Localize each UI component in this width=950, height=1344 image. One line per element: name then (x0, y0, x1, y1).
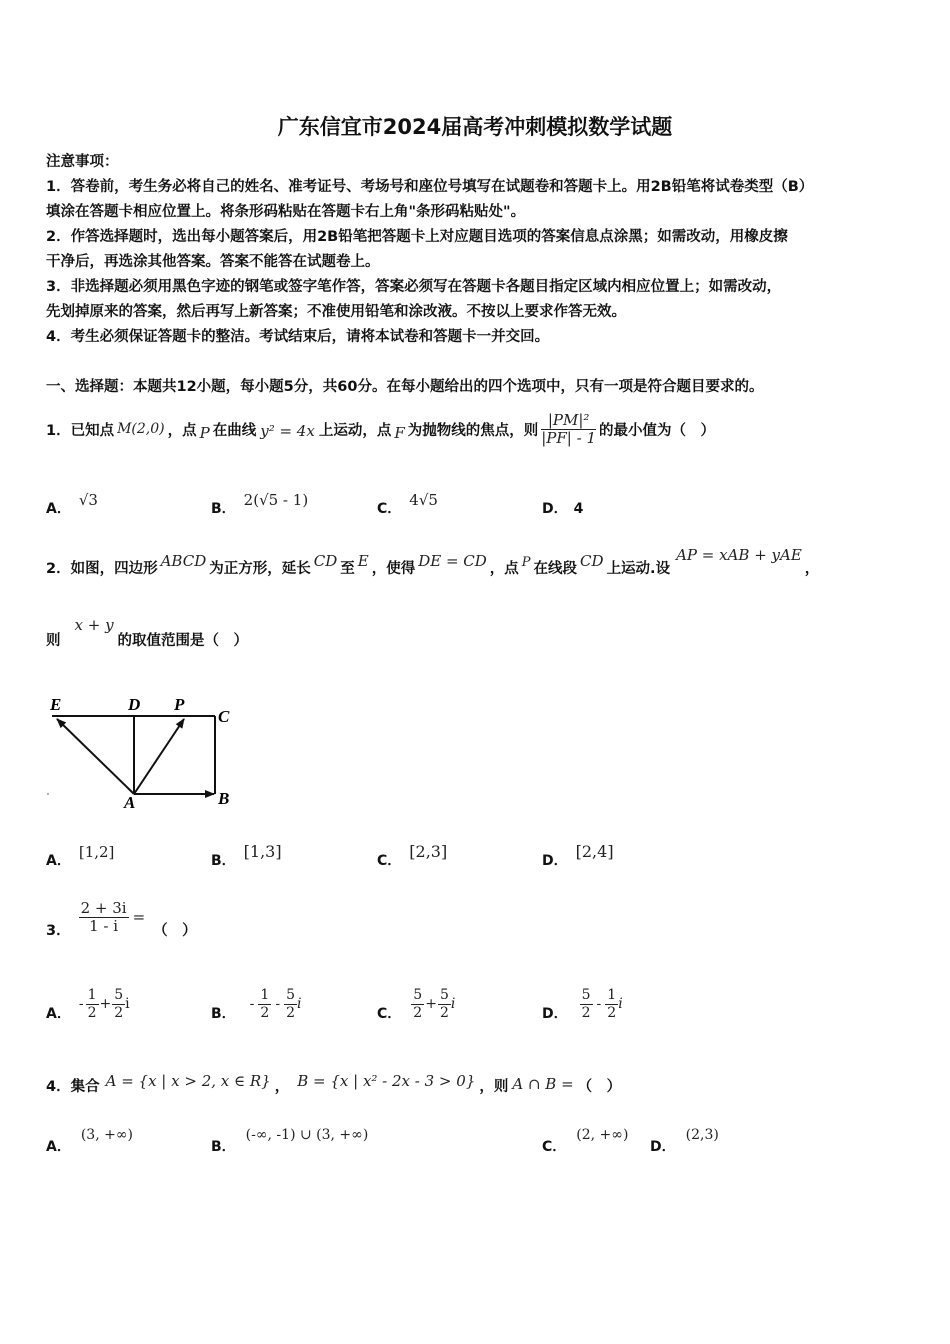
notice-line: 1．答卷前，考生务必将自己的姓名、准考证号、考场号和座位号填写在试题卷和答题卡上。用2B铅笔将试卷类型（B） (46, 179, 814, 195)
option-a[interactable]: A．(3, +∞) (46, 1127, 133, 1155)
q2-math: AP = xAB + yAE (676, 546, 802, 564)
label-p: P (174, 695, 185, 714)
question-2 (46, 548, 819, 578)
option-a[interactable]: A． [1,2] (46, 843, 115, 869)
label-d: D (128, 695, 141, 714)
notice-line: 4．考生必须保证答题卡的整洁。考试结束后，请将本试卷和答题卡一并交回。 (46, 329, 550, 345)
option-b[interactable]: B． - $\frac{1}{2}$ - $\frac{5}{2}$ i (211, 986, 302, 1022)
q1-math: y² = 4x (260, 422, 315, 440)
q2-figure (44, 690, 244, 810)
q2-text: 则 (46, 633, 61, 649)
q1-text: 的最小值为（ ） (599, 422, 716, 439)
option-d[interactable]: D． [2,4] (542, 842, 614, 869)
q2-text: 至 (340, 561, 355, 577)
notice-line: 2．作答选择题时，选出每小题答案后，用2B铅笔把答题卡上对应题目选项的答案信息点涂黑；如需改动，用橡皮擦 (46, 229, 788, 245)
option-a[interactable]: A． √3 (46, 491, 98, 517)
q2-math: ABCD (160, 552, 207, 570)
option-c[interactable]: C． $\frac{5}{2}$ + $\frac{5}{2}$ i (377, 986, 456, 1022)
q4-text: 4．集合 (46, 1078, 100, 1095)
option-b[interactable]: B． 2(√5 - 1) (211, 491, 309, 517)
q2-text: ，使得 (371, 561, 416, 577)
vector-ap (134, 719, 184, 794)
stray-dot (47, 793, 49, 795)
notice-line: 干净后，再选涂其他答案。答案不能答在试题卷上。 (46, 254, 380, 270)
notice-line: 3．非选择题必须用黑色字迹的钢笔或签字笔作答，答案必须写在答题卡各题目指定区域内相应位置上；如需改动， (46, 279, 782, 295)
q1-math: M(2,0) (117, 421, 165, 437)
q1-text: 在曲线 (212, 422, 257, 439)
q1-math: F (394, 424, 405, 442)
notice-line: 填涂在答题卡相应位置上。将条形码粘贴在答题卡右上角"条形码粘贴处"。 (46, 204, 526, 220)
q1-fraction: $\frac{\text{|PM|²}}{|PF| - 1}$ (541, 410, 597, 447)
q1-text: ，点 (167, 422, 197, 439)
vector-ae (57, 719, 134, 794)
question-4 (46, 1066, 621, 1096)
q4-options (46, 1122, 896, 1155)
q2-text: 2．如图，四边形 (46, 561, 158, 577)
q1-options (46, 490, 896, 516)
option-c[interactable]: C． [2,3] (377, 842, 448, 869)
q3-text: （ ） (153, 922, 197, 939)
option-b[interactable]: B． [1,3] (211, 842, 282, 869)
q2-text: ，点 (489, 561, 519, 577)
option-a[interactable]: A． - $\frac{1}{2}$ + $\frac{5}{2}$ i (46, 986, 130, 1022)
q2-math: P (521, 555, 531, 570)
q2-text: 为正方形，延长 (209, 561, 311, 577)
page-title: 广东信宜市2024届高考冲刺模拟数学试题 (277, 115, 673, 139)
notice-heading: 注意事项： (46, 154, 119, 170)
option-c[interactable]: C． 4√5 (377, 491, 438, 517)
label-c: C (218, 707, 230, 726)
question-2-line2 (46, 614, 248, 650)
option-d[interactable]: D． 4 (542, 501, 584, 517)
q4-text: （ ） (577, 1078, 622, 1095)
option-d[interactable]: D．(2,3) (650, 1127, 719, 1155)
q1-text: 上运动，点 (318, 422, 392, 439)
q2-math: DE = CD (418, 552, 487, 570)
option-c[interactable]: C．(2, +∞) (542, 1127, 629, 1155)
q1-text: 1．已知点 (46, 422, 115, 439)
q1-math: P (199, 424, 210, 442)
label-b: B (218, 789, 230, 808)
section-heading: 一、选择题：本题共12小题，每小题5分，共60分。在每小题给出的四个选项中，只有一项是符合题目要求的。 (46, 379, 764, 395)
q4-math: A ∩ B = (512, 1075, 574, 1093)
q1-text: 为抛物线的焦点，则 (407, 422, 539, 439)
notice-line: 先划掉原来的答案，然后再写上新答案；不准使用铅笔和涂改液。不按以上要求作答无效。 (46, 304, 626, 320)
label-e: E (50, 695, 62, 714)
q3-number: 3． (46, 922, 71, 939)
q2-math: E (357, 552, 369, 570)
q2-math: CD (580, 552, 604, 570)
q2-options (46, 836, 896, 869)
option-d[interactable]: D． $\frac{5}{2}$ - $\frac{1}{2}$ i (542, 986, 623, 1022)
q2-text: ， (804, 561, 820, 577)
q3-options (46, 980, 896, 1028)
question-3 (46, 893, 197, 941)
q3-fraction: $\frac{2 + 3i}{1 - i}$ (80, 898, 127, 935)
q4-text: ， (274, 1078, 290, 1095)
q4-math: B = {x | x² - 2x - 3 > 0} (297, 1072, 476, 1090)
q4-math: A = {x | x > 2, x ∈ R} (105, 1072, 271, 1090)
q2-text: 在线段 (533, 561, 578, 577)
question-1 (46, 405, 715, 453)
q3-equals: = (132, 908, 146, 926)
option-b[interactable]: B．(-∞, -1) ∪ (3, +∞) (211, 1127, 369, 1155)
q2-math: CD (313, 552, 338, 570)
q2-text: 的取值范围是（ ） (117, 633, 249, 649)
q4-text: ，则 (479, 1078, 509, 1095)
q2-text: 上运动.设 (606, 561, 671, 577)
q2-math: x + y (74, 616, 114, 634)
label-a: A (124, 793, 136, 810)
